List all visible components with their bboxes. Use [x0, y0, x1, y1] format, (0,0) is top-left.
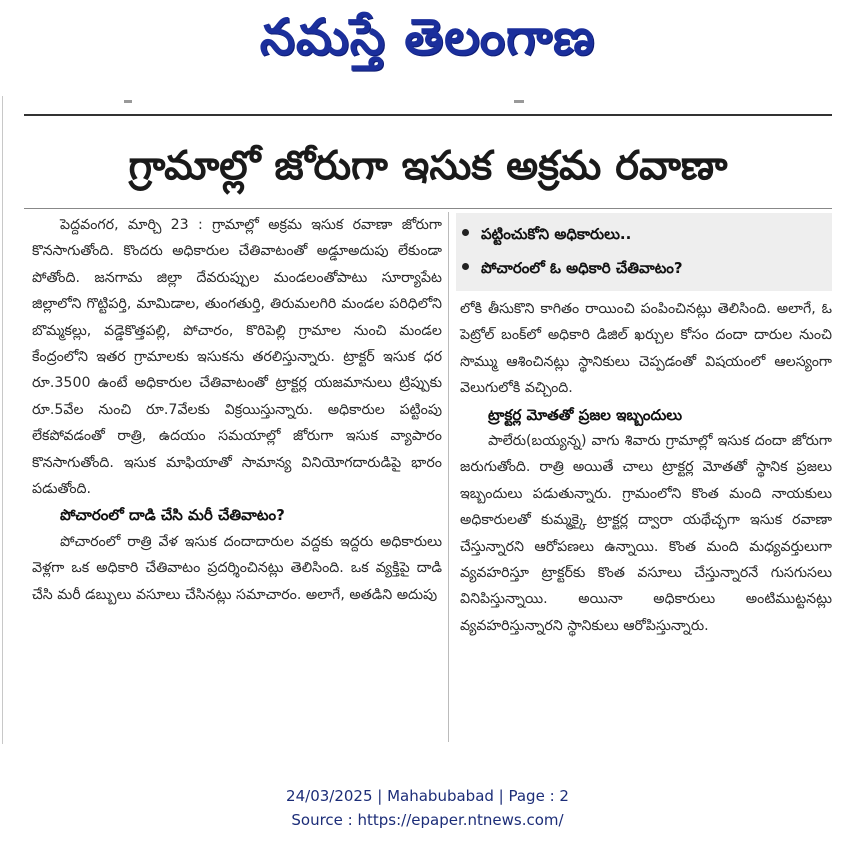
article-left-column — [32, 212, 442, 608]
source-footer — [0, 784, 855, 832]
bullet-icon — [462, 263, 469, 270]
article-subhead: ట్రాక్టర్ల మోతతో ప్రజల ఇబ్బందులు — [488, 405, 683, 424]
article-headline: గ్రామాల్లో జోరుగా ఇసుక అక్రమ రవాణా — [128, 143, 728, 189]
article-right-column — [460, 296, 832, 639]
highlight-text: పోచారంలో ఓ అధికారి చేతివాటం? — [481, 259, 683, 277]
top-rule — [24, 114, 832, 116]
masthead-title: నమస్తే తెలంగాణ — [259, 8, 596, 66]
footer-source: Source : https://epaper.ntnews.com/ — [291, 811, 564, 829]
clipping-top-marks — [24, 96, 832, 116]
column-divider — [448, 212, 449, 742]
top-mark — [124, 100, 132, 103]
headline-rule — [24, 208, 832, 209]
highlight-text: పట్టించుకోని అధికారులు.. — [481, 225, 632, 243]
article-subhead: పోచారంలో దాడి చేసి మరీ చేతివాటం? — [60, 506, 285, 525]
article-paragraph: పోచారంలో రాత్రి వేళ ఇసుక దందాదారుల వద్దకు ఇద్దరు అధికారులు వెళ్లగా ఒక అధికారి చేతివాటం ప్రదర్శించినట్లు తెలిసింది. ఒక వ్యక్తిపై దాడి చేసి మరీ డబ్బులు వసూలు చేసినట్లు సమాచారం. అలాగే, అతడిని అదుపు — [32, 533, 442, 603]
top-mark — [514, 100, 524, 103]
news-clipping — [24, 96, 832, 742]
article-paragraph: పాలేరు(బయ్యన్న) వాగు శివారు గ్రామాల్లో ఇసుక దందా జోరుగా జరుగుతోంది. రాత్రి అయితే చాలు ట్రాక్టర్ల మోతతో స్థానిక ప్రజలు ఇబ్బందులు పడుతున్నారు. గ్రామంలోని కొంత మంది నాయకులు అధికారులతో కుమ్మక్కై ట్రాక్టర్ల ద్వారా యథేచ్ఛగా ఇసుక రవాణా చేస్తున్నారని ఆరోపణలు ఉన్నాయి. కొంత మంది మధ్యవర్తులుగా వ్యవహరిస్తూ ట్రాక్టర్‌కు కొంత వసూలు చేస్తున్నారనే గుసగుసలు వినిపిస్తున్నాయి. అయినా అధికారులు అంటిముట్టనట్లు వ్యవహరిస్తున్నారని స్థానికులు ఆరోపిస్తున్నారు. — [460, 433, 832, 634]
article-paragraph: లోకి తీసుకొని కాగితం రాయించి పంపించినట్లు తెలిసింది. అలాగే, ఓ పెట్రోల్ బంక్‌లో అధికారి డిజిల్ ఖర్చుల కోసం దందా దారుల నుంచి సొమ్ము ఆశించినట్లు స్థానికులు చెప్పడంతో విషయంలో ఆలస్యంగా వెలుగులోకి వచ్చింది. — [460, 301, 832, 397]
highlight-item — [462, 219, 631, 249]
highlights-box — [456, 213, 832, 291]
footer-date-edition: 24/03/2025 | Mahabubabad | Page : 2 — [286, 787, 569, 805]
bullet-icon — [462, 229, 469, 236]
page-edge-rule — [2, 96, 3, 744]
masthead — [0, 4, 855, 70]
highlight-item — [462, 253, 683, 283]
article-paragraph: పెద్దవంగర, మార్చి 23 : గ్రామాల్లో అక్రమ ఇసుక రవాణా జోరుగా కొనసాగుతోంది. కొందరు అధికారుల చేతివాటంతో అడ్డూఅదుపు లేకుండా పోతోంది. జనగామ జిల్లా దేవరుప్పుల మండలంతోపాటు సూర్యాపేట జిల్లాలోని గొట్టిపర్తి, మామిడాల, తుంగతుర్తి, తిరుమలగిరి మండల పరిధిలోని బొమ్మకల్లు, వడ్డెకొత్తపల్లి, పోచారం, కొరిపెల్లి గ్రామాల నుంచి మండల కేంద్రంలోని ఇతర గ్రామాలకు ఇసుకను తరలిస్తున్నారు. ట్రాక్టర్ ఇసుక ధర రూ.3500 ఉంటే అధికారుల చేతివాటంతో ట్రాక్టర్ల యజమానులు ట్రిప్పుకు రూ.5వేల నుంచి రూ.7వేలకు విక్రయిస్తున్నారు. అధికారుల పట్టింపు లేకపోవడంతో రాత్రి, ఉదయం సమయాల్లో జోరుగా ఇసుక వ్యాపారం కొనసాగుతోంది. ఇసుక మాఫియాతో సామాన్య వినియోగదారుడిపై భారం పడుతోంది. — [32, 217, 442, 498]
